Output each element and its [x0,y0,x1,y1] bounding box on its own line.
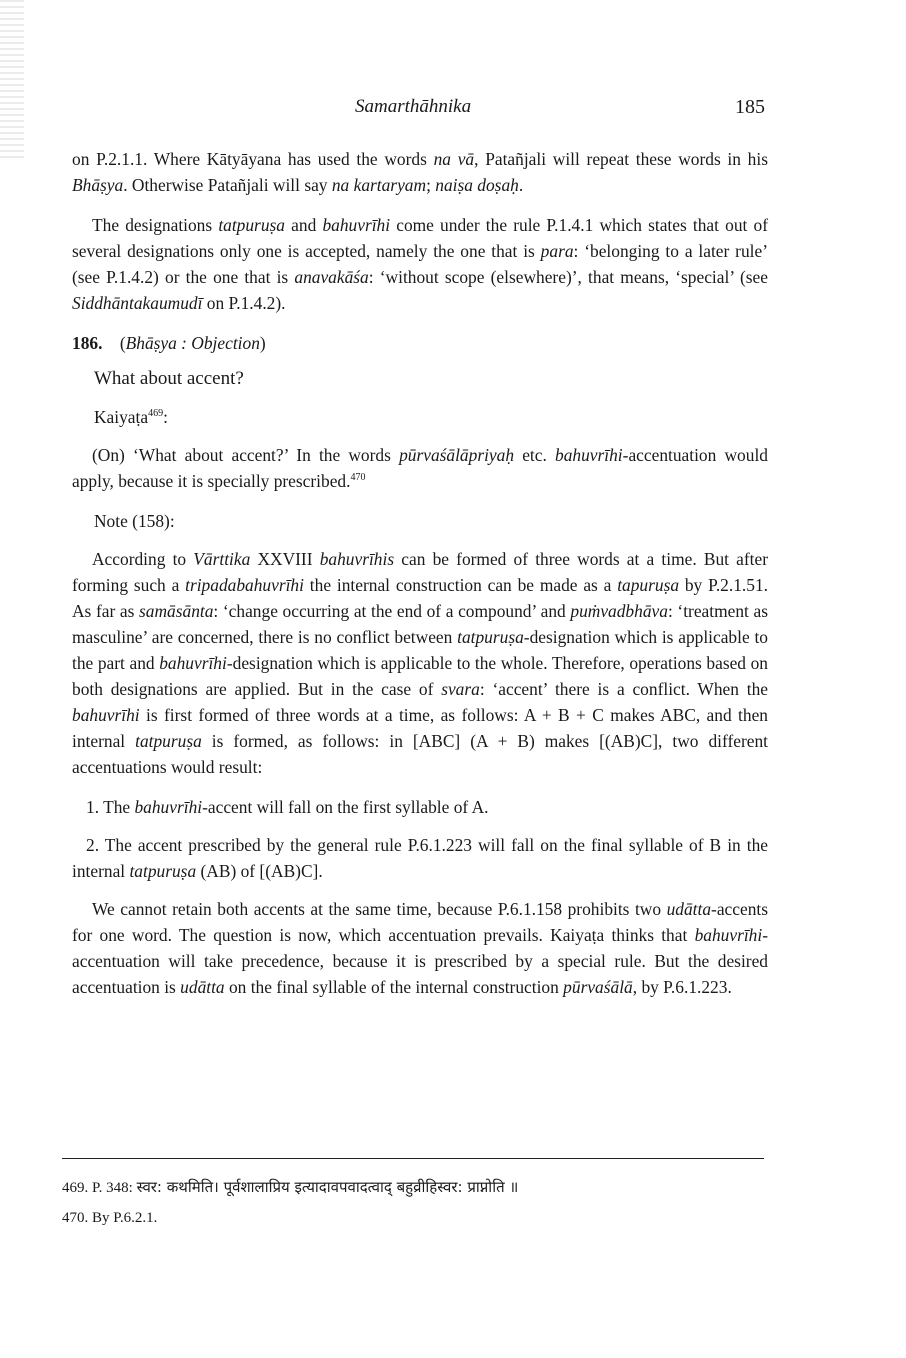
paragraph-2: The designations tatpuruṣa and bahuvrīhi come under the rule P.1.4.1 which states that out of several designations only one is accepted, namely the one that is para: ‘belonging to a later rule’ (see P.1.4.2) or the one that is anavakāśa: ‘without scope (elsewhere)’, that means, ‘special’ (see Siddhāntakaumudī on P.1.4.2). [72,215,769,313]
list-item-1: 1. The bahuvrīhi-accent will fall on the first syllable of A. [86,797,489,817]
page-number: 185 [735,96,765,118]
footnotes [62,1172,764,1233]
list-item-2: 2. The accent prescribed by the general rule P.6.1.223 will fall on the final syllable of B in the internal tatpuruṣa (AB) of [(AB)C]. [72,835,768,881]
question-line: What about accent? [94,368,244,389]
scan-edge-specks [0,0,24,160]
footnote-469-devanagari: स्वर: कथमिति। पूर्वशालाप्रिय इत्यादावपवादत्वाद् बहुव्रीहिस्वर: प्राप्नोति ॥ [136,1178,519,1196]
paragraph-3: (On) ‘What about accent?’ In the words pūrvaśālāpriyaḥ etc. bahuvrīhi-accentuation would apply, because it is specially prescribed.$^{470}$ [72,445,768,491]
running-title: Samarthāhnika [355,96,472,117]
paragraph-1: on P.2.1.1. Where Kātyāyana has used the words na vā, Patañjali will repeat these words in his Bhāṣya. Otherwise Patañjali will say na kartaryam; naiṣa doṣaḥ. [72,149,768,195]
section-number: 186. [72,333,103,353]
kaiyata-label: Kaiyaṭa$^{469}$: [94,407,168,427]
footnote-ref-470: 470 [350,472,366,484]
footnote-rule [62,1158,764,1159]
footnote-470: 470. By P.6.2.1. [62,1210,158,1226]
footnote-469: 469. P. 348: स्वर: कथमिति। पूर्वशालाप्रिय इत्यादावपवादत्वाद् बहुव्रीहिस्वर: प्राप्नोति ॥ [62,1178,519,1196]
footnote-ref-469: 469 [148,408,164,420]
page-header [0,96,906,126]
paragraph-5: We cannot retain both accents at the same time, because P.6.1.158 prohibits two udātta-accents for one word. The question is now, which accentuation prevails. Kaiyaṭa thinks that bahuvrīhi-accentuation will take precedence, because it is prescribed by a special rule. But the desired accentuation is udātta on the final syllable of the internal construction pūrvaśālā, by P.6.1.223. [72,899,768,997]
section-heading: 186. (Bhāṣya : Objection) [72,333,266,353]
page-body [72,146,768,1014]
paragraph-4: According to Vārttika XXVIII bahuvrīhis can be formed of three words at a time. But after forming such a tripadabahuvrīhi the internal construction can be made as a tapuruṣa by P.2.1.51. As far as samāsānta: ‘change occurring at the end of a compound’ and puṁvadbhāva: ‘treatment as masculine’ are concerned, there is no conflict between tatpuruṣa-designation which is applicable to the part and bahuvrīhi-designation which is applicable to the whole. Therefore, operations based on both designations are applied. But in the case of svara: ‘accent’ there is a conflict. When the bahuvrīhi is first formed of three words at a time, as follows: A + B + C makes ABC, and then internal tatpuruṣa is formed, as follows: in [ABC] (A + B) makes [(AB)C], two different accentuations would result: [72,549,769,777]
note-label: Note (158): [94,511,175,531]
